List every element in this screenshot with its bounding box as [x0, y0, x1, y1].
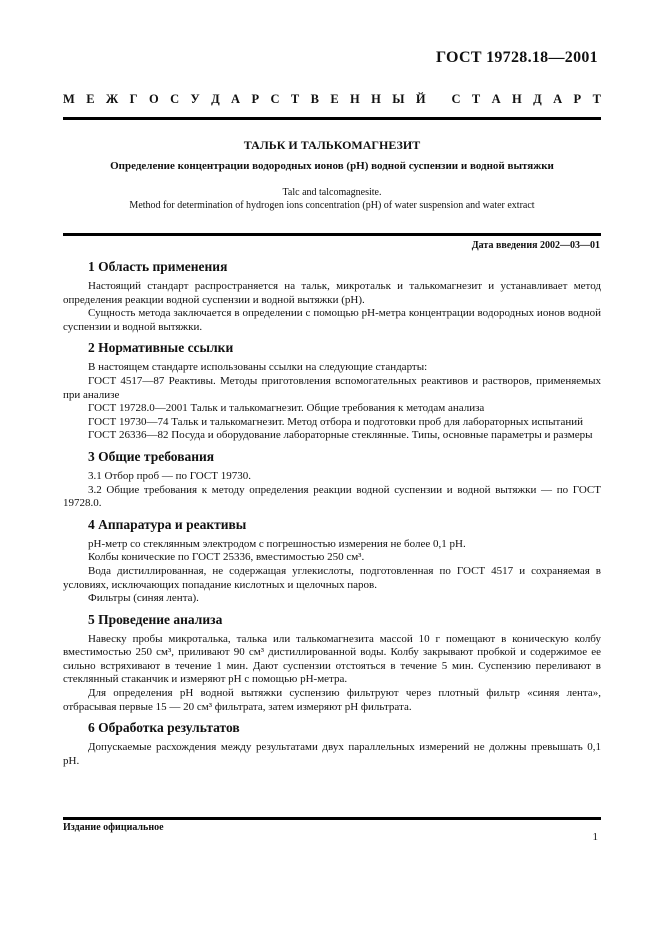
- section-results-processing: [63, 720, 601, 768]
- interstate-standard-banner: [63, 92, 601, 107]
- banner-letter: Н: [350, 92, 360, 106]
- banner-letter: А: [231, 92, 241, 106]
- banner-letter: Н: [371, 92, 381, 106]
- section-heading: 5 Проведение анализа: [88, 611, 223, 627]
- banner-letter: А: [553, 92, 563, 106]
- banner-letter: Ы: [392, 92, 405, 106]
- reference-item: ГОСТ 26336—82 Посуда и оборудование лабораторные стеклянные. Типы, основные параметры и размеры: [88, 429, 593, 442]
- clause: 3.1 Отбор проб — по ГОСТ 19730.: [88, 469, 251, 482]
- document-subtitle: Определение концентрации водородных ионов (pH) водной суспензии и водной вытяжки: [110, 160, 554, 172]
- banner-letter: Т: [471, 92, 481, 106]
- paragraph: Для определения pH водной вытяжки суспензию фильтруют через плотный фильтр «синяя лента», отбрасывая первые 15 — 20 см³ фильтрата, затем измеряют pH фильтрата.: [63, 687, 601, 713]
- banner-letter: Р: [251, 92, 260, 106]
- section-heading: 6 Обработка результатов: [88, 720, 240, 736]
- clause: 3.2 Общие требования к методу определения реакции водной суспензии и водной вытяжки — по ГОСТ 19728.0.: [63, 483, 601, 510]
- banner-letter: Е: [86, 92, 95, 106]
- banner-letter: [437, 92, 440, 107]
- banner-letter: О: [148, 92, 159, 106]
- english-title: [63, 186, 601, 212]
- official-edition-label: Издание официальное: [63, 822, 164, 833]
- document-body: [63, 259, 601, 774]
- footer-divider: [63, 817, 601, 820]
- banner-letter: С: [270, 92, 280, 106]
- reference-item: ГОСТ 19728.0—2001 Тальк и талькомагнезит. Общие требования к методам анализа: [88, 402, 485, 415]
- banner-letter: Д: [211, 92, 220, 106]
- banner-letter: Н: [512, 92, 522, 106]
- paragraph: Настоящий стандарт распространяется на тальк, микротальк и талькомагнезит и устанавливает метод определения реакции водной суспензии и водной вытяжки (pH).: [63, 280, 601, 306]
- page-number: 1: [592, 831, 598, 843]
- section-apparatus-reagents: [63, 517, 601, 606]
- paragraph: Вода дистиллированная, не содержащая углекислоты, подготовленная по ГОСТ 4517 и сохраняемая в условиях, исключающих попадание кислотных и щелочных паров.: [63, 564, 601, 591]
- banner-letter: Т: [592, 92, 601, 106]
- title-divider: [63, 233, 601, 236]
- section-heading: 1 Область применения: [88, 259, 228, 274]
- banner-letter: С: [451, 92, 461, 106]
- banner-letter: Р: [573, 92, 582, 106]
- english-title-line-1: Talc and talcomagnesite.: [282, 187, 382, 198]
- banner-letter: Й: [415, 92, 426, 106]
- introduction-date: Дата введения 2002—03—01: [471, 240, 600, 251]
- paragraph: Навеску пробы микроталька, талька или талькомагнезита массой 10 г помещают в коническую колбу вместимостью 250 см³, приливают 90 см³ дистиллированной воды. Колбу закрывают пробкой и содержимое ее сильно встряхивают в течение 1 мин. Дают суспензии отстояться в течение 5 мин. Суспензию переливают в стеклянный стаканчик и измеряют pH с помощью pH-метра.: [63, 632, 601, 686]
- banner-letter: Е: [330, 92, 339, 106]
- banner-letter: Г: [129, 92, 138, 106]
- banner-letter: М: [63, 92, 75, 106]
- section-analysis-procedure: [63, 612, 601, 715]
- banner-letter: С: [170, 92, 180, 106]
- english-title-line-2: Method for determination of hydrogen ions concentration (pH) of water suspension and water extract: [129, 200, 535, 211]
- section-heading: 2 Нормативные ссылки: [88, 340, 234, 356]
- banner-letter: А: [491, 92, 501, 106]
- section-heading: 4 Аппаратура и реактивы: [88, 516, 247, 532]
- paragraph: Сущность метода заключается в определении с помощью pH-метра концентрации водородных ионов водной суспензии и водной вытяжки.: [63, 307, 601, 333]
- paragraph: Колбы конические по ГОСТ 25336, вместимостью 250 см³.: [88, 551, 365, 564]
- banner-letter: Т: [290, 92, 300, 106]
- header-divider: [63, 117, 601, 120]
- section-normative-references: [63, 340, 601, 443]
- reference-item: ГОСТ 4517—87 Реактивы. Методы приготовления вспомогательных реактивов и растворов, применяемых при анализе: [63, 374, 601, 401]
- paragraph: В настоящем стандарте использованы ссылки на следующие стандарты:: [88, 361, 428, 374]
- paragraph: Допускаемые расхождения между результатами двух параллельных измерений не должны превышать 0,1 pH.: [63, 741, 601, 767]
- document-title: ТАЛЬК И ТАЛЬКОМАГНЕЗИТ: [243, 138, 421, 152]
- reference-item: ГОСТ 19730—74 Тальк и талькомагнезит. Метод отбора и подготовки проб для лабораторных испытаний: [88, 415, 584, 428]
- banner-letter: У: [190, 92, 200, 106]
- banner-letter: Д: [533, 92, 542, 106]
- section-heading: 3 Общие требования: [88, 448, 215, 464]
- section-general-requirements: [63, 449, 601, 511]
- document-code: ГОСТ 19728.18—2001: [435, 49, 598, 66]
- banner-letter: Ж: [105, 92, 119, 106]
- paragraph: pH-метр со стеклянным электродом с погрешностью измерения не более 0,1 pH.: [88, 537, 466, 550]
- banner-letter: В: [310, 92, 319, 106]
- paragraph: Фильтры (синяя лента).: [88, 592, 199, 605]
- section-scope: [63, 259, 601, 334]
